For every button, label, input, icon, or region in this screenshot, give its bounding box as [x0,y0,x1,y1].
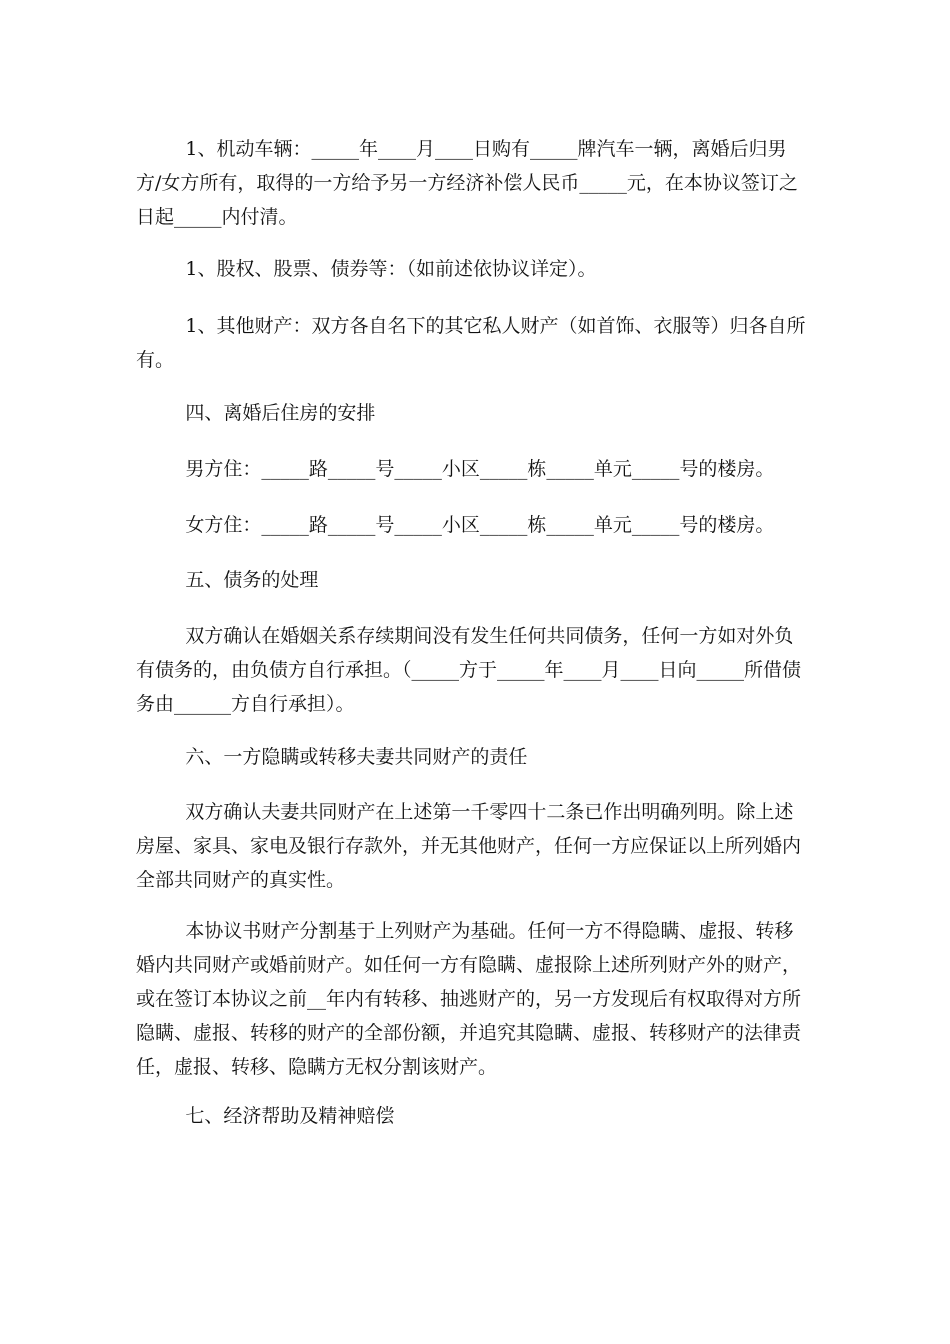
paragraph-debt-confirmation: 双方确认在婚姻关系存续期间没有发生任何共同债务，任何一方如对外负有债务的，由负债方自行承担。（_____方于_____年____月____日向_____所借债务由______方自行承担）。 [136,625,802,715]
paragraph-husband-residence: 男方住：_____路_____号_____小区_____栋_____单元_____号的楼房。 [185,458,775,480]
paragraph-motor-vehicle: 1、机动车辆：_____年____月____日购有_____牌汽车一辆，离婚后归男方/女方所有，取得的一方给予另一方经济补偿人民币_____元，在本协议签订之日起_____内付清。 [136,138,798,228]
heading-economic-assistance: 七、经济帮助及精神赔偿 [185,1105,395,1127]
heading-housing-arrangement: 四、离婚后住房的安排 [185,402,376,424]
heading-debt-handling: 五、债务的处理 [185,569,319,591]
paragraph-other-property: 1、其他财产：双方各自名下的其它私人财产（如首饰、衣服等）归各自所有。 [136,315,806,371]
paragraph-joint-property-confirmation: 双方确认夫妻共同财产在上述第一千零四十二条已作出明确列明。除上述房屋、家具、家电及银行存款外，并无其他财产，任何一方应保证以上所列婚内全部共同财产的真实性。 [136,801,802,891]
heading-concealment-liability: 六、一方隐瞒或转移夫妻共同财产的责任 [185,746,528,768]
paragraph-wife-residence: 女方住：_____路_____号_____小区_____栋_____单元_____号的楼房。 [185,514,775,536]
paragraph-property-division-basis: 本协议书财产分割基于上列财产为基础。任何一方不得隐瞒、虚报、转移婚内共同财产或婚前财产。如任何一方有隐瞒、虚报除上述所列财产外的财产，或在签订本协议之前__年内有转移、抽逃财产的，另一方发现后有权取得对方所隐瞒、虚报、转移的财产的全部份额，并追究其隐瞒、虚报、转移财产的法律责任，虚报、转移、隐瞒方无权分割该财产。 [136,920,802,1078]
paragraph-stocks-bonds: 1、股权、股票、债券等：（如前述依协议详定）。 [185,258,597,280]
